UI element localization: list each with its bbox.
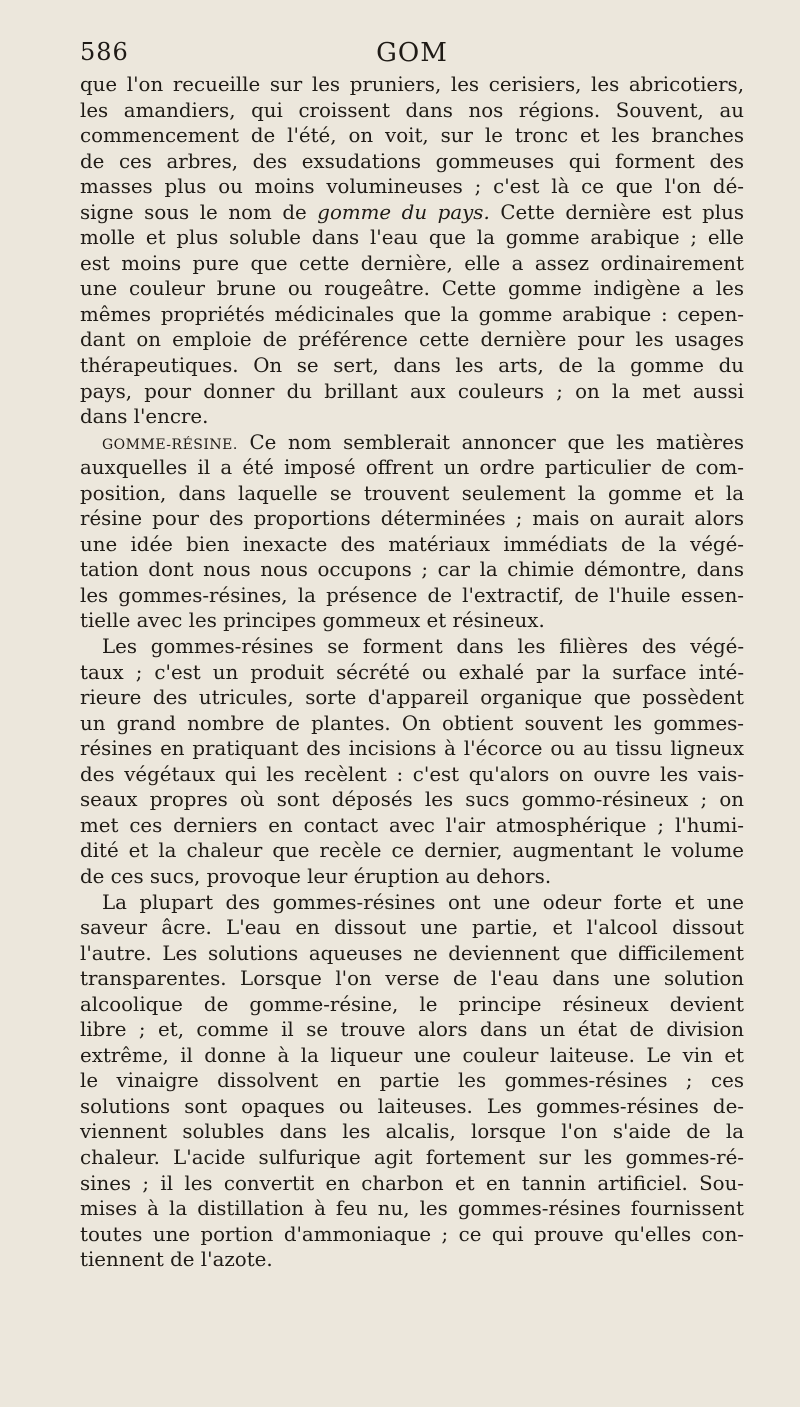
text-line: tation dont nous nous occupons ; car la chimie démontre, dans [80,558,744,582]
text-line: met ces derniers en contact avec l'air atmosphérique ; l'humi- [80,813,744,837]
text-segment: Cette dernière est plus [500,200,745,224]
text-line: pays, pour donner du brillant aux couleurs ; on la met aussi [80,379,744,403]
text-line: des végétaux qui les recèlent : c'est qu'alors on ouvre les vais- [80,762,744,786]
text-line: dans l'encre. [80,405,209,429]
body-text [80,72,744,1273]
text-line: résine pour des proportions déterminées ; mais on aurait alors [80,507,744,531]
text-line: viennent solubles dans les alcalis, lorsque l'on s'aide de la [80,1120,744,1144]
text-line: molle et plus soluble dans l'eau que la gomme arabique ; elle [80,226,744,250]
text-line: alcoolique de gomme-résine, le principe résineux devient [80,992,744,1016]
text-line: chaleur. L'acide sulfurique agit fortement sur les gommes-ré- [80,1145,744,1169]
entry-heading-line [80,430,744,456]
text-line: une idée bien inexacte des matériaux immédiats de la végé- [80,532,744,556]
text-segment: Ce nom semblerait annoncer que les matières [249,430,744,454]
text-line: dant on emploie de préférence cette dernière pour les usages [80,328,744,352]
text-line: est moins pure que cette dernière, elle a assez ordinairement [80,251,744,275]
text-line: La plupart des gommes-résines ont une odeur forte et une [102,890,744,914]
text-line: les gommes-résines, la présence de l'extractif, de l'huile essen- [80,583,744,607]
text-line: mêmes propriétés médicinales que la gomme arabique : cepen- [80,302,744,326]
text-line: mises à la distillation à feu nu, les gommes-résines fournissent [80,1197,744,1221]
text-line: une couleur brune ou rougeâtre. Cette gomme indigène a les [80,277,744,301]
text-line: que l'on recueille sur les pruniers, les cerisiers, les abricotiers, [80,73,744,96]
text-line: sines ; il les convertit en charbon et en tannin artificiel. Sou- [80,1171,744,1195]
text-line: l'autre. Les solutions aqueuses ne deviennent que difficilement [80,941,744,965]
text-line: masses plus ou moins volumineuses ; c'est là ce que l'on dé- [80,175,744,199]
running-head: GOM [376,38,448,68]
text-line: saveur âcre. L'eau en dissout une partie, et l'alcool dissout [80,916,744,940]
entry-term: GOMME-RÉSINE. [102,436,238,453]
italic-term: gomme du pays. [317,200,490,224]
text-line: de ces sucs, provoque leur éruption au dehors. [80,864,552,888]
text-line [80,200,744,226]
text-line: les amandiers, qui croissent dans nos régions. Souvent, au [80,98,744,122]
text-line: résines en pratiquant des incisions à l'écorce ou au tissu ligneux [80,737,744,761]
page-number: 586 [80,38,129,66]
text-line: seaux propres où sont déposés les sucs gommo-résineux ; on [80,788,744,812]
text-line: extrême, il donne à la liqueur une couleur laiteuse. Le vin et [80,1043,744,1067]
text-line: taux ; c'est un produit sécrété ou exhalé par la surface inté- [80,660,744,684]
text-line: toutes une portion d'ammoniaque ; ce qui prouve qu'elles con- [80,1222,744,1246]
text-line: libre ; et, comme il se trouve alors dans un état de division [80,1018,744,1042]
text-line: position, dans laquelle se trouvent seulement la gomme et la [80,481,744,505]
text-line: le vinaigre dissolvent en partie les gommes-résines ; ces [80,1069,744,1093]
text-line: tielle avec les principes gommeux et résineux. [80,609,545,633]
text-line: Les gommes-résines se forment dans les filières des végé- [102,635,744,659]
text-line: un grand nombre de plantes. On obtient souvent les gommes- [80,711,744,735]
text-line: solutions sont opaques ou laiteuses. Les gommes-résines de- [80,1094,744,1118]
text-line: de ces arbres, des exsudations gommeuses qui forment des [80,149,744,173]
text-line: commencement de l'été, on voit, sur le tronc et les branches [80,124,744,148]
text-line: rieure des utricules, sorte d'appareil organique que possèdent [80,686,744,710]
page-header [80,38,744,68]
text-line: tiennent de l'azote. [80,1248,273,1272]
text-segment: signe sous le nom de [80,200,307,224]
text-line: dité et la chaleur que recèle ce dernier, augmentant le volume [80,839,744,863]
text-line: thérapeutiques. On se sert, dans les arts, de la gomme du [80,354,744,378]
text-line: transparentes. Lorsque l'on verse de l'eau dans une solution [80,967,744,991]
text-line: auxquelles il a été imposé offrent un ordre particulier de com- [80,456,744,480]
